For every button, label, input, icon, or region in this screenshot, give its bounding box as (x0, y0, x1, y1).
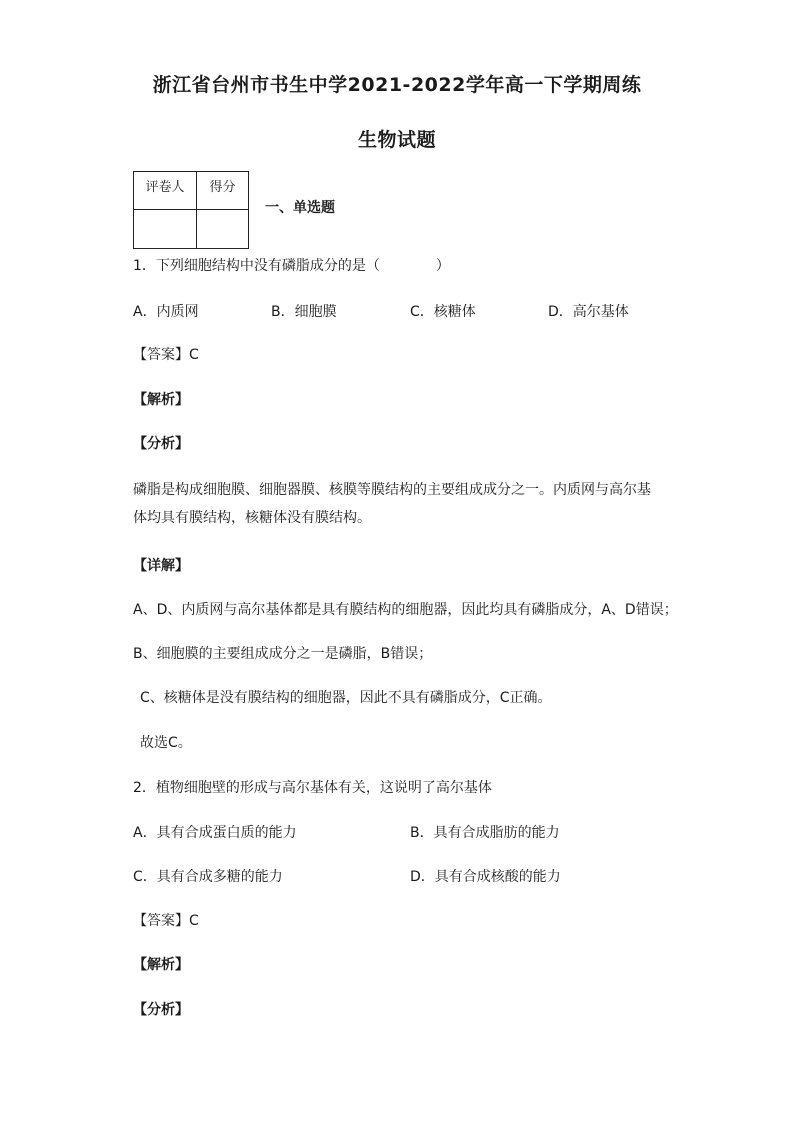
question-1-jiexi-label: 【解析】 (133, 392, 189, 408)
score-table (133, 171, 249, 249)
question-2-option-b: B．具有合成脂肪的能力 (410, 825, 560, 841)
question-1-xiangjie-label: 【详解】 (133, 558, 189, 574)
score-table-cell-grader (134, 210, 197, 249)
question-1-detail-b: B、细胞膜的主要组成成分之一是磷脂，B错误； (133, 646, 433, 662)
question-1-detail-ad: A、D、内质网与高尔基体都是具有膜结构的细胞器，因此均具有磷脂成分，A、D错误； (133, 602, 678, 618)
document-subtitle: 生物试题 (357, 129, 436, 151)
score-table-cell-score (197, 210, 249, 249)
question-1-stem: 1．下列细胞结构中没有磷脂成分的是（ ） (133, 258, 450, 274)
question-2-option-c: C．具有合成多糖的能力 (133, 869, 283, 885)
question-1-detail-c: C、核糖体是没有膜结构的细胞器，因此不具有磷脂成分，C正确。 (140, 690, 552, 706)
question-1-answer: 【答案】C (133, 347, 199, 363)
question-1-fenxi-label: 【分析】 (133, 436, 189, 452)
document-title: 浙江省台州市书生中学2021-2022学年高一下学期周练 (152, 74, 642, 96)
score-table-header-score: 得分 (197, 172, 249, 210)
question-2-option-d: D．具有合成核酸的能力 (410, 869, 561, 885)
question-2-answer: 【答案】C (133, 913, 199, 929)
question-1-option-d: D．高尔基体 (548, 304, 629, 320)
section-heading: 一、单选题 (265, 200, 335, 216)
question-1-analysis-text: 磷脂是构成细胞膜、细胞器膜、核膜等膜结构的主要组成成分之一。内质网与高尔基体均具有膜结构，核糖体没有膜结构。 (133, 482, 651, 526)
question-2-stem: 2．植物细胞壁的形成与高尔基体有关，这说明了高尔基体 (133, 780, 492, 796)
question-2-option-a: A．具有合成蛋白质的能力 (133, 825, 297, 841)
question-2-fenxi-label: 【分析】 (133, 1002, 189, 1018)
question-1-option-c: C．核糖体 (410, 304, 476, 320)
question-1-option-b: B．细胞膜 (271, 304, 337, 320)
score-table-header-grader: 评卷人 (134, 172, 197, 210)
question-2-jiexi-label: 【解析】 (133, 957, 189, 973)
question-1-option-a: A．内质网 (133, 304, 199, 320)
question-1-conclusion: 故选C。 (140, 735, 192, 751)
